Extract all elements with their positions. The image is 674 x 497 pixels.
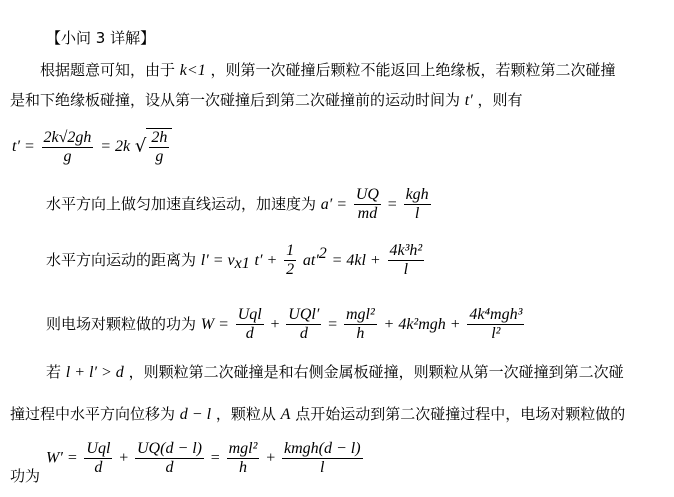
- accel-lhs: a′ =: [320, 196, 348, 213]
- distance-last-frac: [388, 242, 425, 279]
- eq-time-num: 2k√2gh: [43, 128, 92, 146]
- work-f2-num: UQl′: [288, 306, 320, 323]
- case-text-3: 撞过程中水平方向位移为: [10, 405, 176, 423]
- para1-text-b: ，则第一次碰撞后颗粒不能返回上绝缘板，若颗粒第二次碰撞: [210, 61, 616, 79]
- work2-frac-2: [135, 440, 204, 477]
- para1-text-a: 根据题意可知，由于: [40, 61, 176, 79]
- distance-expr-d: = 4kl +: [331, 252, 381, 269]
- eq-time-sqrt: √ $\frac{2h}{g}$: [135, 128, 172, 166]
- eq-time-sqrt-frac: [149, 129, 169, 166]
- work-f4-den: l²: [491, 325, 501, 342]
- work-lhs: W =: [200, 316, 229, 333]
- accel-text: 水平方向上做匀加速直线运动，加速度为: [46, 195, 317, 213]
- work2-f4-den: l: [320, 459, 325, 476]
- work-text: 则电场对颗粒做的功为: [46, 315, 197, 333]
- work-frac-3: [344, 306, 377, 343]
- case-displacement: d − l: [179, 406, 212, 423]
- eq-time-lhs: t′ =: [12, 138, 35, 155]
- work-frac-2: [286, 306, 321, 343]
- work-f3-num: mgl²: [345, 306, 375, 323]
- work2-f2-den: d: [165, 459, 174, 476]
- accel-den-2: l: [414, 205, 420, 222]
- eq-time-sqrt-den: g: [155, 148, 164, 165]
- paragraph-line-2: [10, 90, 523, 111]
- eq-time-fraction: [42, 129, 94, 166]
- section-heading: 【小问 3 详解】: [46, 29, 156, 47]
- accel-frac-1: [354, 186, 381, 223]
- work-frac-4: [467, 306, 524, 343]
- accel-num-2: kgh: [405, 186, 429, 203]
- para1-text-c: 是和下绝缘板碰撞，设从第一次碰撞后到第二次碰撞前的运动时间为: [10, 91, 461, 109]
- work-f4-num: 4k⁴mgh³: [469, 306, 523, 323]
- condition-k: k<1: [179, 62, 206, 79]
- distance-half-num: 1: [286, 242, 295, 259]
- equation-distance: 水平方向运动的距离为 $l' = v_{x1}$ t′ + $\frac{1}{2}$ $at'^2 = 4kl$ + $\frac{\text{4k³h²}}{l}$: [46, 242, 423, 278]
- work-frac-1: [236, 306, 264, 343]
- accel-den-1: md: [357, 205, 378, 222]
- case-text-5: 点开始运动到第二次碰撞过程中，电场对颗粒做的: [295, 405, 626, 423]
- equation-work-2: W′ = $\frac{\text{Uql}}{d}$ + $\frac{UQ(d - l)}{d}$ = $\frac{\text{mgl²}}{h}$ + $\frac{\text{kmgh(d − l)}}{l}$: [46, 440, 361, 476]
- case-line-2: [10, 404, 625, 425]
- case-condition: l + l′ > d: [65, 364, 124, 381]
- work2-f3-den: h: [239, 459, 247, 476]
- accel-frac-2: [404, 186, 431, 223]
- paragraph-line-1: [40, 60, 616, 81]
- distance-sub: x1: [234, 255, 250, 272]
- work2-f3-num: mgl²: [228, 440, 258, 457]
- case-text-4: ，颗粒从: [215, 405, 276, 423]
- distance-expr-a: l′ = v: [200, 252, 235, 269]
- distance-last-den: l: [403, 261, 409, 278]
- time-symbol: t′: [464, 92, 473, 109]
- distance-last-num: 4k³h²: [389, 242, 423, 259]
- work-mid: + 4k²mgh +: [383, 316, 461, 333]
- work-f3-den: h: [356, 325, 365, 342]
- work2-frac-4: [282, 440, 363, 477]
- case-text-2: ，则颗粒第二次碰撞是和右侧金属板碰撞，则颗粒从第一次碰撞到第二次碰: [128, 363, 624, 381]
- eq-time-sqrt-num: 2h: [151, 129, 168, 146]
- case-line-1: [46, 362, 624, 383]
- eq-time-den: g: [63, 147, 72, 165]
- para1-text-d: ，则有: [477, 91, 523, 109]
- work2-f2-num: UQ(d − l): [137, 440, 203, 457]
- equation-acceleration: 水平方向上做匀加速直线运动，加速度为 a′ = $\frac{UQ}{md}$ = $\frac{\text{kgh}}{l}$: [46, 186, 429, 222]
- equation-time: [12, 128, 172, 166]
- distance-half: [284, 242, 296, 279]
- work2-frac-3: [227, 440, 260, 477]
- work2-f1-den: d: [94, 459, 103, 476]
- equation-work: 则电场对颗粒做的功为 W = $\frac{\text{Uql}}{d}$ + $\frac{\text{UQl′}}{d}$ = $\frac{\text{mgl²}}{h}$ + 4k²mgh + $\frac{\text{4k⁴mgh³}}{\text{l²}}$: [46, 306, 523, 342]
- work-f2-den: d: [299, 325, 308, 342]
- work2-frac-1: [84, 440, 112, 477]
- work-f1-num: Uql: [237, 306, 262, 323]
- work2-f4-num: kmgh(d − l): [284, 440, 361, 457]
- distance-expr-b: t′ +: [254, 252, 278, 269]
- distance-text: 水平方向运动的距离为: [46, 251, 197, 269]
- distance-half-den: 2: [286, 261, 295, 278]
- case-point: A: [280, 406, 291, 423]
- case-text-1: 若: [46, 363, 62, 381]
- work2-tail: 功为: [10, 467, 41, 485]
- work2-f1-num: Uql: [86, 440, 111, 457]
- work-f1-den: d: [245, 325, 254, 342]
- work2-lhs: W′ =: [46, 449, 78, 467]
- distance-expr-c: at′: [302, 252, 319, 269]
- eq-time-mid: = 2k: [100, 138, 131, 155]
- accel-num-1: UQ: [355, 186, 379, 203]
